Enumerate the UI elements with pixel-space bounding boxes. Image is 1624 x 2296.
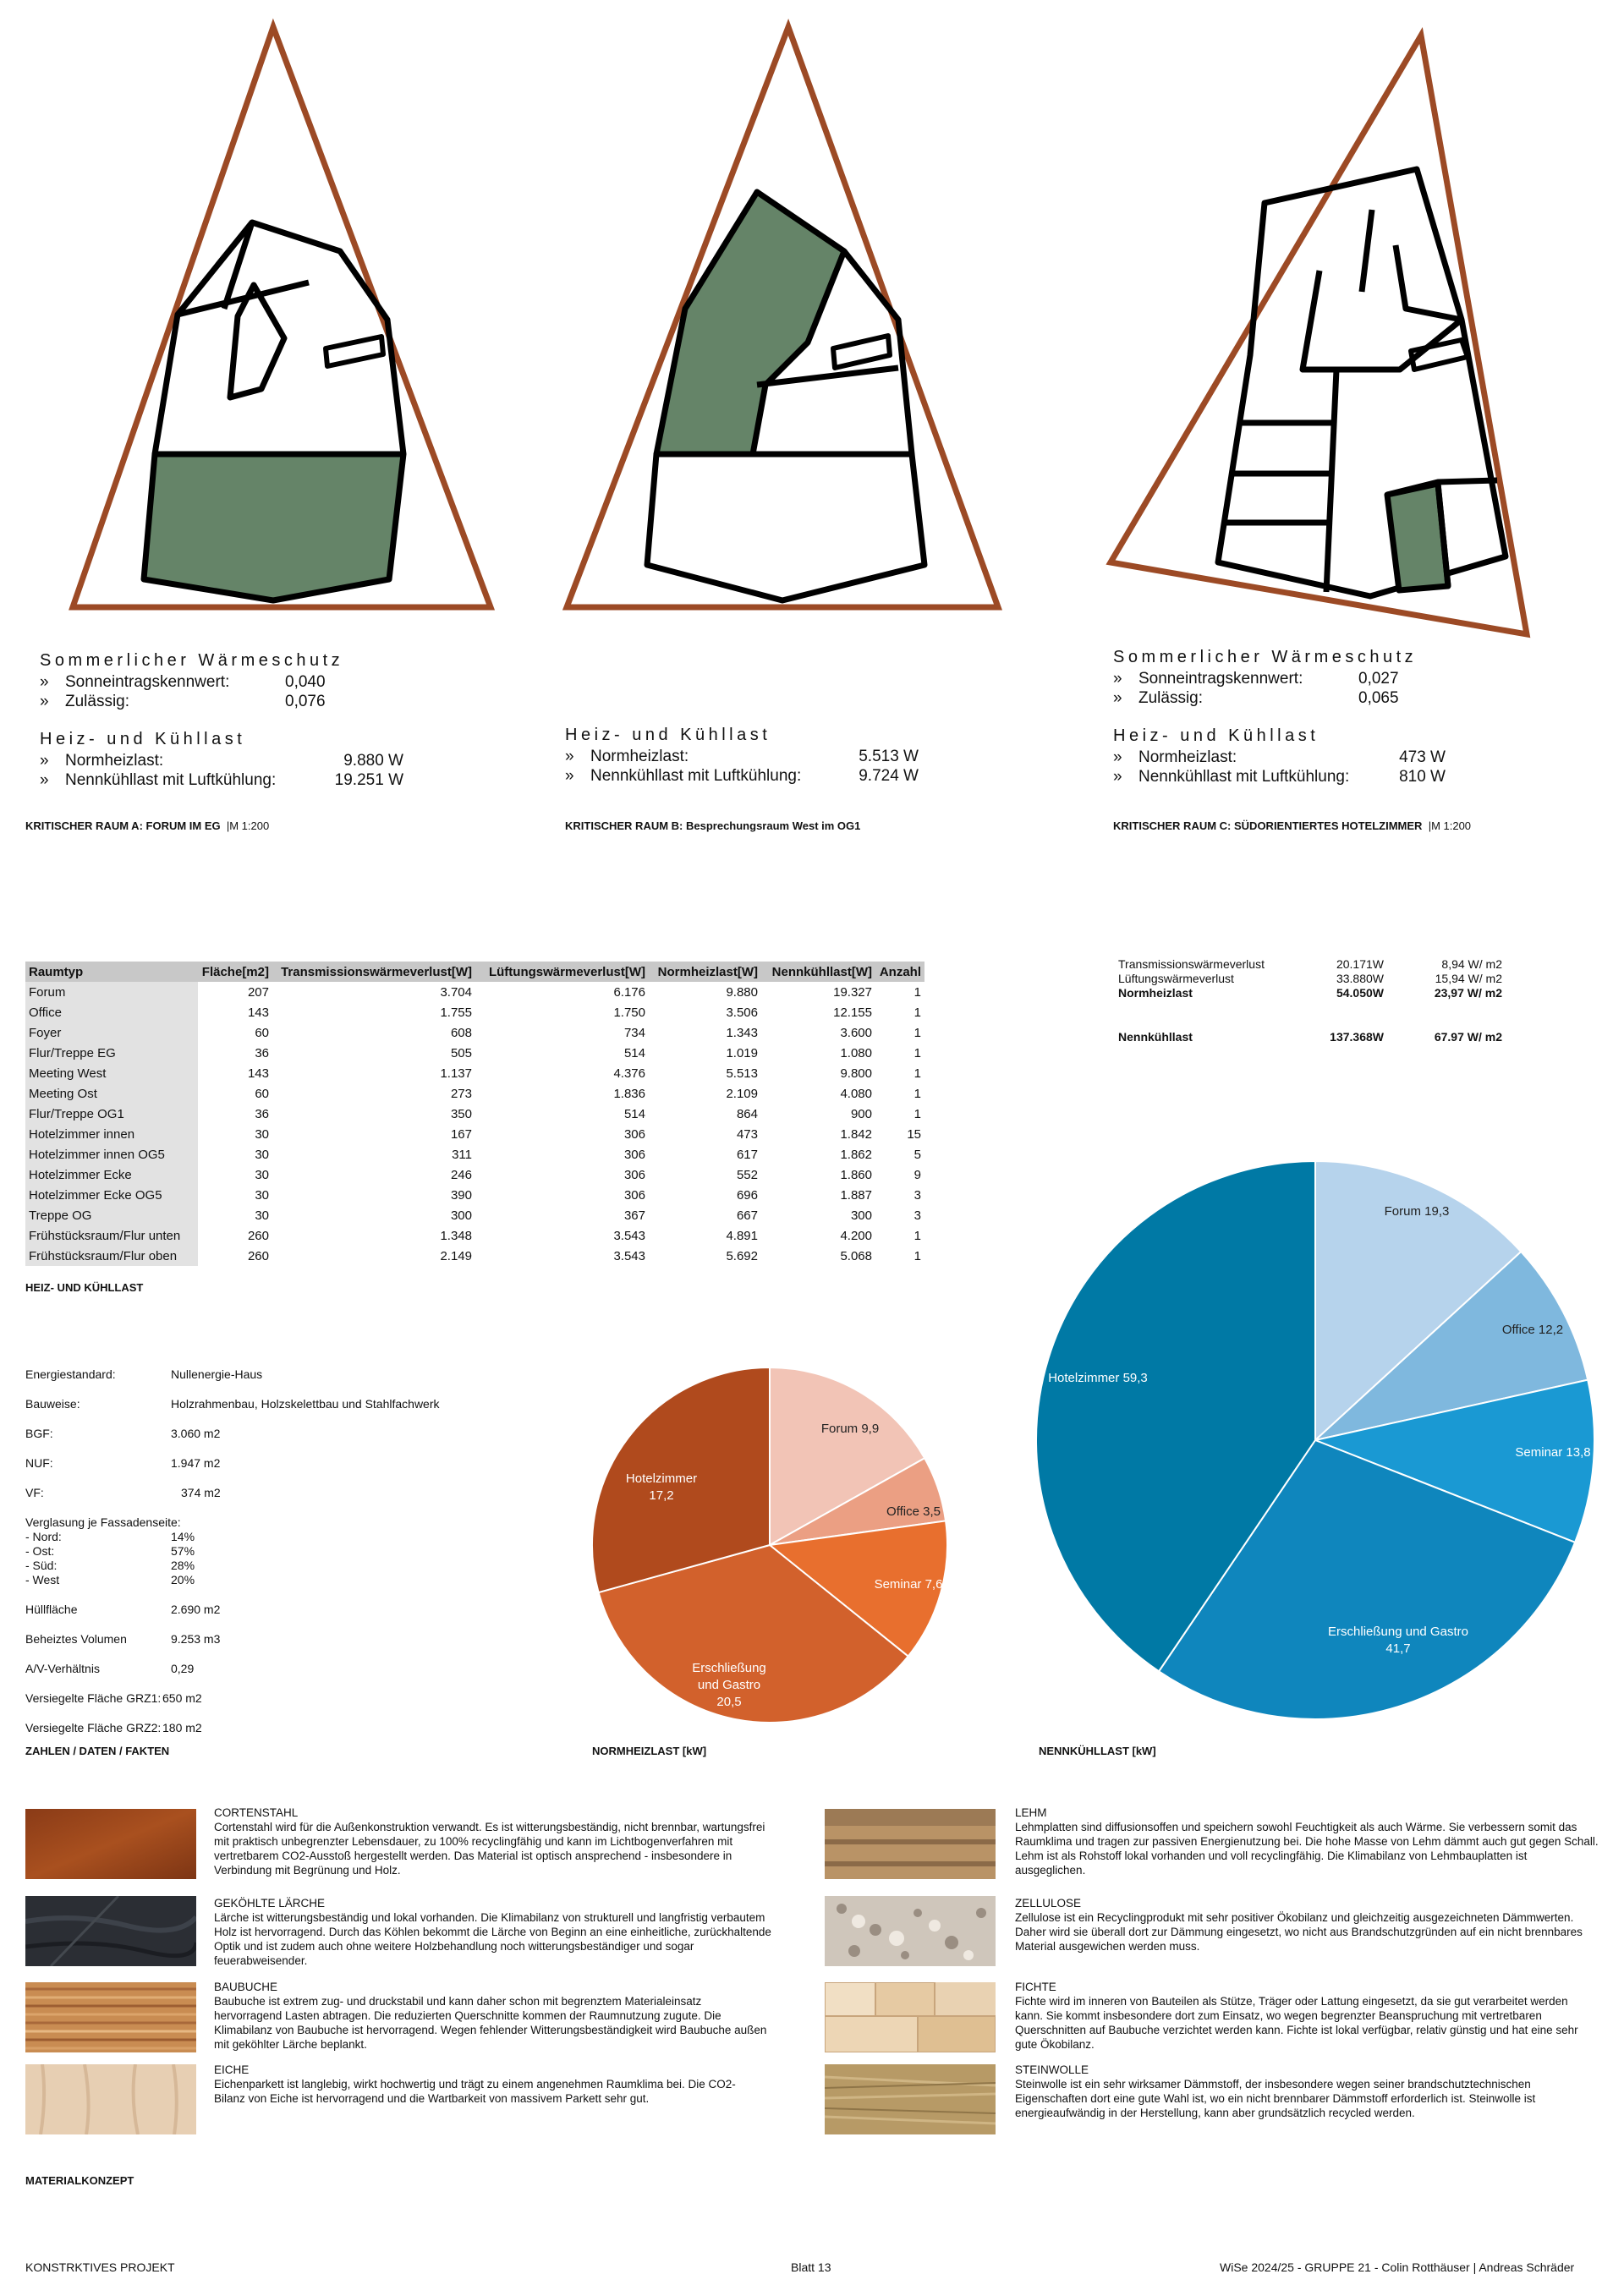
table-cell: Hotelzimmer innen (25, 1124, 198, 1144)
table-cell: 260 (247, 1228, 269, 1243)
table-row (25, 1063, 924, 1083)
swatch-fichte (825, 1982, 996, 2052)
col-flaeche: Fläche[m2] (198, 962, 272, 982)
room-c-info (1113, 648, 1446, 786)
col-anzahl: Anzahl (875, 962, 924, 982)
cool-pie-chart (1032, 1150, 1599, 1734)
glazing-side: - West (25, 1573, 60, 1586)
table-cell: 1.755 (440, 1005, 472, 1020)
fact-value: Nullenergie-Haus (171, 1367, 263, 1381)
table-cell: 4.200 (840, 1228, 872, 1243)
value-nennkuehllast: 9.724 W (859, 767, 919, 785)
bullet: » (40, 771, 49, 789)
table-row (25, 982, 924, 1002)
table-cell: 473 (736, 1126, 758, 1142)
value-normheizlast: 9.880 W (343, 752, 403, 770)
col-nennkuehllast: Nennkühllast[W] (761, 962, 875, 982)
swatch-zellulose (825, 1896, 996, 1966)
table-cell: 306 (623, 1167, 645, 1182)
table-cell: 207 (247, 984, 269, 1000)
glazing-title: Verglasung je Fassadenseite: (25, 1515, 181, 1529)
critical-room-b-fill (656, 192, 844, 454)
table-cell: 306 (623, 1187, 645, 1203)
fact-value: 0,29 (171, 1662, 195, 1675)
caption-cool-chart: NENNKÜHLLAST [kW] (1039, 1745, 1156, 1757)
table-cell: 300 (450, 1208, 472, 1223)
fact-label: Beheiztes Volumen (25, 1632, 127, 1646)
sum-normheizlast-specific: 23,97 W/ m2 (1434, 986, 1502, 1000)
table-cell: Meeting Ost (25, 1083, 198, 1104)
table-cell: 608 (450, 1025, 472, 1040)
table-cell: 1.080 (840, 1045, 872, 1060)
material-title: ZELLULOSE (1015, 1897, 1082, 1910)
table-cell: 30 (255, 1167, 269, 1182)
label-nennkuehllast: Nennkühllast mit Luftkühlung: (65, 771, 277, 789)
sum-transmission-label: Transmissionswärmeverlust (1118, 957, 1265, 971)
table-cell: 1 (914, 1106, 921, 1121)
material-description: Baubuche ist extrem zug- und druckstabil und kann daher schon mit begrenztem Materialeinsatz hervorragend Lasten abtragen. Die reduzierten Querschnitte kommen der Raumnutzung zugute. Die Klimabilanz von Baubuche ist hervorragend. Wegen fehlender Witterungsbeständigkeit wird Baubuche außen mit geköhlter Lärche beplankt. (214, 1995, 767, 2051)
table-cell: 1.019 (726, 1045, 758, 1060)
table-cell: 4.891 (726, 1228, 758, 1243)
table-row (25, 1104, 924, 1124)
table-cell: Treppe OG (25, 1205, 198, 1225)
material-description: Eichenparkett ist langlebig, wirkt hochwertig und trägt zu einem angenehmen Raumklima bei. Die CO2-Bilanz von Eiche ist hervorragend und die Wartbarkeit von massivem Parkett sehr gut. (214, 2078, 736, 2105)
table-cell: 5.692 (726, 1248, 758, 1263)
caption-room-a (25, 819, 269, 832)
table-cell: 30 (255, 1147, 269, 1162)
fact-label: Versiegelte Fläche GRZ2: (25, 1721, 162, 1734)
fact-value: 3.060 m2 (171, 1427, 221, 1440)
table-cell: 311 (452, 1147, 472, 1162)
table-cell: 19.327 (833, 984, 872, 1000)
heat-cool-heading: Heiz- und Kühllast (1113, 726, 1320, 745)
label-nennkuehllast: Nennkühllast mit Luftkühlung: (590, 767, 802, 785)
table-cell: 300 (850, 1208, 872, 1223)
swatch-laerche (25, 1896, 196, 1966)
table-cell: Forum (25, 982, 198, 1002)
summer-heat-heading: Sommerlicher Wärmeschutz (1113, 648, 1418, 666)
bullet: » (565, 748, 574, 765)
table-cell: 15 (907, 1126, 921, 1142)
load-table (25, 962, 924, 1266)
caption-load-table: HEIZ- UND KÜHLLAST (25, 1281, 144, 1294)
cool-label-office: Office 12,2 (1501, 1323, 1564, 1337)
material-title: STEINWOLLE (1015, 2063, 1089, 2076)
table-cell: 143 (247, 1066, 269, 1081)
fact-label: Hüllfläche (25, 1603, 78, 1616)
table-cell: 734 (623, 1025, 645, 1040)
table-cell: 1 (914, 1248, 921, 1263)
table-cell: 306 (623, 1126, 645, 1142)
heat-label-office: Office 3,5 (886, 1504, 941, 1519)
wall-c3 (1303, 271, 1462, 370)
critical-room-a-fill (144, 454, 403, 600)
value-zulaessig: 0,065 (1358, 689, 1399, 707)
table-cell: 3.600 (840, 1025, 872, 1040)
fact-value: 1.947 m2 (171, 1456, 221, 1470)
caption-room-a-scale: |M 1:200 (226, 819, 270, 832)
table-cell: 3.543 (613, 1248, 645, 1263)
material-title: BAUBUCHE (214, 1981, 278, 1993)
glazing-value: 28% (171, 1559, 195, 1572)
bullet: » (1113, 689, 1122, 707)
summer-heat-heading: Sommerlicher Wärmeschutz (40, 651, 344, 670)
table-row (25, 1124, 924, 1144)
caption-room-c-text: KRITISCHER RAUM C: SÜDORIENTIERTES HOTELZIMMER (1113, 819, 1423, 832)
label-nennkuehllast: Nennkühllast mit Luftkühlung: (1138, 768, 1350, 786)
table-cell: Hotelzimmer Ecke OG5 (25, 1185, 198, 1205)
table-cell: 3 (914, 1208, 921, 1223)
label-normheizlast: Normheizlast: (590, 748, 689, 765)
caption-heat-chart: NORMHEIZLAST [kW] (592, 1745, 707, 1757)
load-summary (1118, 957, 1502, 1044)
swatch-lehm (825, 1809, 996, 1879)
caption-facts: ZAHLEN / DATEN / FAKTEN (25, 1745, 170, 1757)
caption-materials: MATERIALKONZEPT (25, 2174, 134, 2187)
bullet: » (1113, 748, 1122, 766)
col-raumtyp: Raumtyp (25, 962, 198, 982)
caption-room-a-text: KRITISCHER RAUM A: FORUM IM EG (25, 819, 221, 832)
table-row (25, 1246, 924, 1266)
material-fichte (1015, 1980, 1590, 2052)
material-lehm (1015, 1806, 1599, 1877)
heat-pie-chart (584, 1362, 973, 1742)
material-baubuche (214, 1980, 772, 2052)
fact-label: Bauweise: (25, 1397, 80, 1411)
table-cell: Hotelzimmer innen OG5 (25, 1144, 198, 1164)
cool-label-erschliessung: Erschließung und Gastro (1328, 1625, 1468, 1639)
value-sonneintrag: 0,027 (1358, 670, 1399, 688)
table-row (25, 1164, 924, 1185)
glazing-value: 14% (171, 1530, 195, 1543)
table-row (25, 1043, 924, 1063)
value-normheizlast: 5.513 W (859, 748, 919, 765)
table-cell: 1 (914, 984, 921, 1000)
fact-value: Holzrahmenbau, Holzskelettbau und Stahlfachwerk (171, 1397, 440, 1411)
footer-right: WiSe 2024/25 - GRUPPE 21 - Colin Rotthäuser | Andreas Schräder (1220, 2260, 1575, 2274)
table-cell: Meeting West (25, 1063, 198, 1083)
material-cortenstahl (214, 1806, 772, 1877)
label-zulaessig: Zulässig: (1138, 689, 1204, 707)
table-cell: 30 (255, 1208, 269, 1223)
table-cell: 60 (255, 1025, 269, 1040)
table-cell: 505 (450, 1045, 472, 1060)
bullet: » (40, 693, 49, 710)
sum-lueftung-specific: 15,94 W/ m2 (1435, 972, 1502, 985)
table-cell: 260 (247, 1248, 269, 1263)
table-cell: 350 (450, 1106, 472, 1121)
table-cell: 5.513 (726, 1066, 758, 1081)
table-cell: 36 (255, 1045, 269, 1060)
table-cell: 246 (450, 1167, 472, 1182)
label-sonneintrag: Sonneintragskennwert: (1138, 670, 1303, 688)
table-cell: 514 (623, 1106, 645, 1121)
table-cell: 667 (736, 1208, 758, 1223)
table-cell: 1.842 (840, 1126, 872, 1142)
material-description: Lehmplatten sind diffusionsoffen und speichern sowohl Feuchtigkeit als auch Wärme. Sie verbessern somit das Raumklima und tragen zur passiven Energienutzung bei. Die hohe Masse von Lehm dämmt auch gut gegen Schall. Lehm ist als Rohstoff lokal vorhanden und voll recyclingfähig. Die Klimabilanz von Lehmbauplatten ist ausgeglichen. (1015, 1821, 1599, 1877)
table-cell: 1.137 (440, 1066, 472, 1081)
table-cell: 12.155 (833, 1005, 872, 1020)
table-cell: 9.800 (840, 1066, 872, 1081)
caption-room-c (1113, 819, 1471, 832)
glazing-side: - Nord: (25, 1530, 62, 1543)
table-header-row (25, 962, 924, 982)
sum-transmission-value: 20.171W (1336, 957, 1384, 971)
bullet: » (40, 673, 49, 691)
table-cell: 900 (850, 1106, 872, 1121)
col-normheizlast: Normheizlast[W] (649, 962, 761, 982)
table-row (25, 1022, 924, 1043)
table-cell: Foyer (25, 1022, 198, 1043)
table-cell: 1 (914, 1025, 921, 1040)
value-normheizlast: 473 W (1399, 748, 1446, 766)
table-cell: Frühstücksraum/Flur oben (25, 1246, 198, 1266)
fact-value: 650 m2 (162, 1691, 202, 1705)
heat-label-erschliessung-value: 20,5 (716, 1695, 742, 1709)
label-zulaessig: Zulässig: (65, 693, 130, 710)
fact-label: NUF: (25, 1456, 53, 1470)
table-cell: 9.880 (726, 984, 758, 1000)
table-cell: 273 (450, 1086, 472, 1101)
table-cell: 1.343 (726, 1025, 758, 1040)
table-cell: 390 (450, 1187, 472, 1203)
table-cell: 3 (914, 1187, 921, 1203)
swatch-baubuche (25, 1982, 196, 2052)
table-cell: 167 (450, 1126, 472, 1142)
table-row (25, 1002, 924, 1022)
table-cell: 1.348 (440, 1228, 472, 1243)
facts-block (25, 1367, 440, 1751)
heat-label-hotel-value: 17,2 (649, 1488, 674, 1503)
floor-plan-a (51, 17, 508, 626)
table-cell: 552 (736, 1167, 758, 1182)
sum-normheizlast-value: 54.050W (1336, 986, 1384, 1000)
heat-label-erschliessung-2: und Gastro (697, 1678, 761, 1692)
floor-plan-b (558, 17, 1015, 626)
table-cell: 30 (255, 1187, 269, 1203)
load-table-body (25, 982, 924, 1266)
caption-room-b: KRITISCHER RAUM B: Besprechungsraum West im OG1 (565, 819, 861, 832)
table-cell: 1 (914, 1005, 921, 1020)
material-description: Steinwolle ist ein sehr wirksamer Dämmstoff, der insbesondere wegen seiner brandschutztechnischen Eigenschaften dort eine gute Wahl ist, wo ein nicht brennbarer Dämmstoff erforderlich ist. Steinwolle ist energieaufwändig in der Herstellung, kann aber grundsätzlich recycled werden. (1015, 2078, 1536, 2119)
label-normheizlast: Normheizlast: (1138, 748, 1237, 766)
fact-label: VF: (25, 1486, 44, 1499)
table-cell: 617 (736, 1147, 758, 1162)
table-cell: 864 (736, 1106, 758, 1121)
glazing-block (25, 1515, 440, 1587)
value-nennkuehllast: 19.251 W (334, 771, 403, 789)
fact-label: BGF: (25, 1427, 53, 1440)
table-cell: Flur/Treppe OG1 (25, 1104, 198, 1124)
fact-label: Energiestandard: (25, 1367, 116, 1381)
bullet: » (565, 767, 574, 785)
room-a-strip (326, 337, 383, 366)
glazing-side: - Ost: (25, 1544, 55, 1558)
cool-label-seminar: Seminar 13,8 (1515, 1445, 1591, 1460)
table-cell: 696 (736, 1187, 758, 1203)
table-cell: 9 (914, 1167, 921, 1182)
heat-label-erschliessung-1: Erschließung (692, 1661, 766, 1675)
table-cell: 5.068 (840, 1248, 872, 1263)
table-cell: 1.836 (613, 1086, 645, 1101)
table-cell: 6.176 (613, 984, 645, 1000)
material-laerche (214, 1896, 772, 1968)
fact-value: 9.253 m3 (171, 1632, 221, 1646)
label-sonneintrag: Sonneintragskennwert: (65, 673, 230, 691)
room-b-info (565, 726, 919, 786)
swatch-cortenstahl (25, 1809, 196, 1879)
table-cell: 4.080 (840, 1086, 872, 1101)
table-cell: 367 (623, 1208, 645, 1223)
fact-value: 374 m2 (181, 1486, 221, 1499)
building-outline-b (647, 454, 924, 600)
table-cell: 3.543 (613, 1228, 645, 1243)
footer-center: Blatt 13 (791, 2260, 831, 2274)
material-title: EICHE (214, 2063, 250, 2076)
room-b-strip (833, 336, 890, 368)
table-cell: 2.149 (440, 1248, 472, 1263)
bullet: » (1113, 670, 1122, 688)
swatch-eiche (25, 2064, 196, 2134)
table-cell: Frühstücksraum/Flur unten (25, 1225, 198, 1246)
room-a-info (40, 651, 403, 790)
table-cell: 3.704 (440, 984, 472, 1000)
glazing-value: 57% (171, 1544, 195, 1558)
material-zellulose (1015, 1896, 1590, 1954)
bullet: » (40, 752, 49, 770)
material-steinwolle (1015, 2063, 1599, 2120)
glazing-value: 20% (171, 1573, 195, 1586)
table-cell: 30 (255, 1126, 269, 1142)
material-title: LEHM (1015, 1806, 1047, 1819)
table-cell: 1.860 (840, 1167, 872, 1182)
table-cell: 1.750 (613, 1005, 645, 1020)
sum-normheizlast-label: Normheizlast (1118, 986, 1193, 1000)
table-cell: 1 (914, 1045, 921, 1060)
value-nennkuehllast: 810 W (1399, 768, 1446, 786)
fact-value: 2.690 m2 (171, 1603, 221, 1616)
floor-plan-c (1100, 17, 1539, 643)
heat-label-hotel: Hotelzimmer (625, 1471, 698, 1486)
bullet: » (1113, 768, 1122, 786)
table-row (25, 1083, 924, 1104)
sum-transmission-specific: 8,94 W/ m2 (1441, 957, 1502, 971)
material-description: Lärche ist witterungsbeständig und lokal vorhanden. Die Klimabilanz von strukturell und langfristig verbautem Holz ist hervorragend. Durch das Köhlen bekommt die Lärche von Beginn an eine einheitliche, zurückhaltende Optik und ist zudem auch ohne weitere Holzbehandlung noch witterungsbeständiger und sogar feuerabweisender. (214, 1911, 771, 1967)
footer-left: KONSTRKTIVES PROJEKT (25, 2260, 175, 2274)
material-description: Fichte wird im inneren von Bauteilen als Stütze, Träger oder Lattung eingesetzt, da sie gut verarbeitet werden kann. Sie kommt insbesondere dort zum Einsatz, wo wegen begrenzter Beanspruchung mit vertretbaren Querschnitten auf Baubuche verzichtet werden kann. Fichte ist lokal verfügbar, relativ günstig und hat eine sehr gute Ökobilanz. (1015, 1995, 1578, 2051)
cool-label-erschliessung-value: 41,7 (1385, 1641, 1411, 1656)
table-row (25, 1185, 924, 1205)
wall-c1 (1362, 210, 1372, 292)
table-cell: 514 (623, 1045, 645, 1060)
table-cell: Flur/Treppe EG (25, 1043, 198, 1063)
material-title: GEKÖHLTE LÄRCHE (214, 1897, 326, 1910)
fact-value: 180 m2 (162, 1721, 202, 1734)
table-cell: 1.887 (840, 1187, 872, 1203)
value-zulaessig: 0,076 (285, 693, 326, 710)
building-outline-c (1218, 169, 1506, 596)
material-title: FICHTE (1015, 1981, 1056, 1993)
glazing-side: - Süd: (25, 1559, 58, 1572)
col-transmission: Transmissionswärmeverlust[W] (272, 962, 475, 982)
table-cell: 4.376 (613, 1066, 645, 1081)
sum-lueftung-value: 33.880W (1336, 972, 1384, 985)
heat-cool-heading: Heiz- und Kühllast (40, 730, 246, 748)
table-cell: 60 (255, 1086, 269, 1101)
table-row (25, 1205, 924, 1225)
table-cell: 143 (247, 1005, 269, 1020)
cool-label-forum: Forum 19,3 (1384, 1204, 1450, 1219)
sum-nennkuehllast-specific: 67.97 W/ m2 (1434, 1030, 1502, 1044)
table-cell: 36 (255, 1106, 269, 1121)
sum-nennkuehllast-value: 137.368W (1330, 1030, 1384, 1044)
label-normheizlast: Normheizlast: (65, 752, 164, 770)
material-description: Cortenstahl wird für die Außenkonstruktion verwandt. Es ist witterungsbeständig, nicht brennbar, wartungsfrei mit praktisch unbegrenzter Lebensdauer, zu 100% recyclingfähig und kann im Lichtbogenverfahren mit vertretbarem CO2-Ausstoß hergestellt werden. Das Material ist optisch ansprechend - insbesondere in Verbindung mit Begrünung und Holz. (214, 1821, 765, 1877)
table-cell: 5 (914, 1147, 921, 1162)
table-cell: 306 (623, 1147, 645, 1162)
heat-cool-heading: Heiz- und Kühllast (565, 726, 771, 744)
cool-label-hotel: Hotelzimmer 59,3 (1048, 1371, 1148, 1385)
material-eiche (214, 2063, 738, 2106)
sum-nennkuehllast-label: Nennkühllast (1118, 1030, 1193, 1044)
heat-label-seminar: Seminar 7,6 (874, 1577, 943, 1592)
table-row (25, 1225, 924, 1246)
table-cell: Office (25, 1002, 198, 1022)
fact-label: Versiegelte Fläche GRZ1: (25, 1691, 162, 1705)
table-cell: Hotelzimmer Ecke (25, 1164, 198, 1185)
heat-label-forum: Forum 9,9 (820, 1422, 880, 1436)
col-lueftung: Lüftungswärmeverlust[W] (475, 962, 649, 982)
fact-label: A/V-Verhältnis (25, 1662, 100, 1675)
sum-lueftung-label: Lüftungswärmeverlust (1118, 972, 1234, 985)
table-cell: 1 (914, 1066, 921, 1081)
table-cell: 1.862 (840, 1147, 872, 1162)
swatch-steinwolle (825, 2064, 996, 2134)
table-cell: 3.506 (726, 1005, 758, 1020)
table-cell: 2.109 (726, 1086, 758, 1101)
table-cell: 1 (914, 1086, 921, 1101)
value-sonneintrag: 0,040 (285, 673, 326, 691)
table-cell: 1 (914, 1228, 921, 1243)
wall-c4 (1326, 370, 1336, 592)
material-title: CORTENSTAHL (214, 1806, 299, 1819)
table-row (25, 1144, 924, 1164)
material-description: Zellulose ist ein Recyclingprodukt mit sehr positiver Ökobilanz und gleichzeitig ausgezeichneten Dämmwerten. Daher wird sie überall dort zur Dämmung eingesetzt, wo nicht aus Brandschutzgründen auf ein nicht brennbares Material ausgewichen werden muss. (1015, 1911, 1583, 1953)
caption-room-c-scale: |M 1:200 (1428, 819, 1472, 832)
